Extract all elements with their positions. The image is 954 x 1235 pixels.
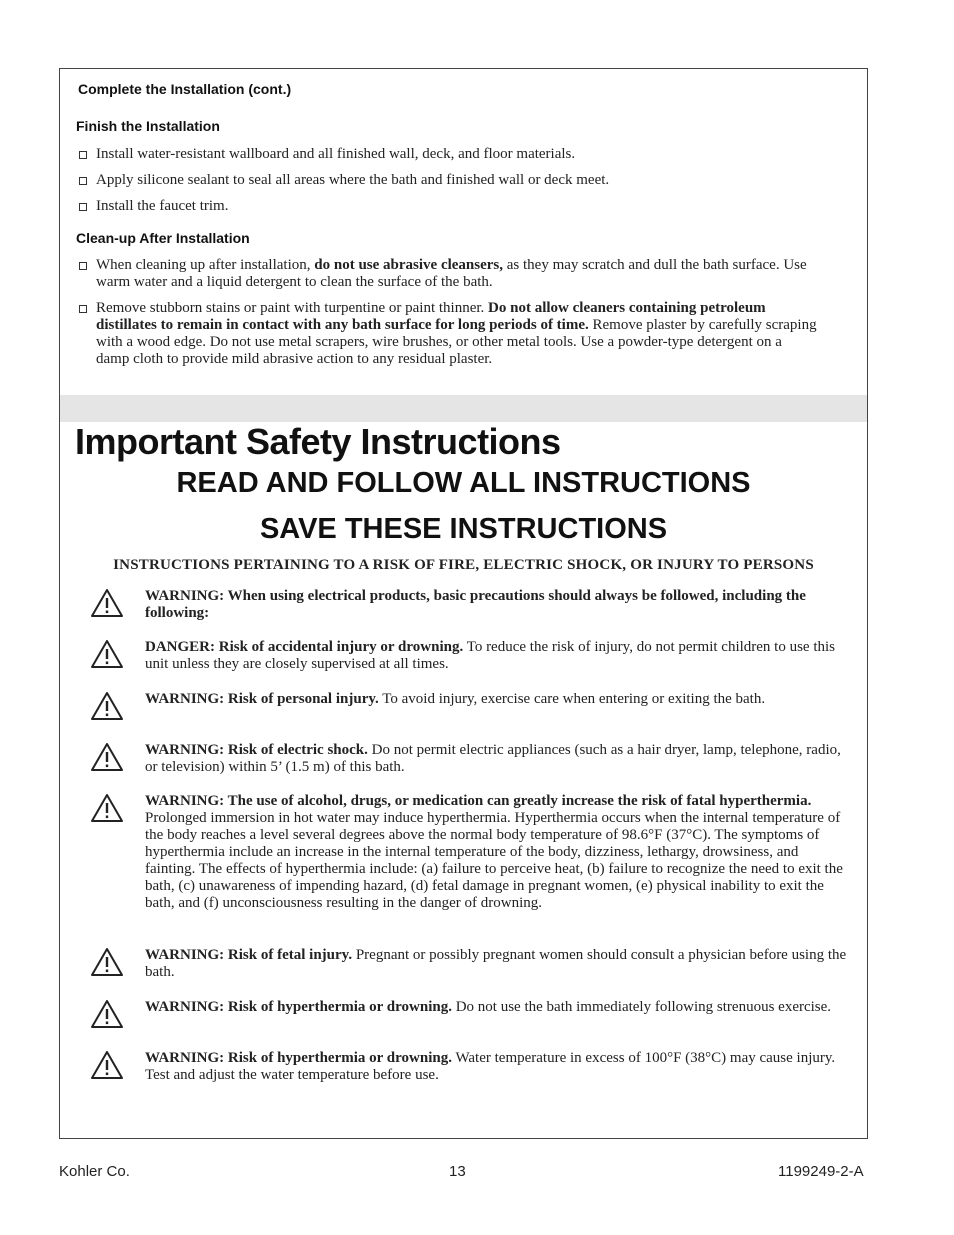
warning-text: DANGER: Risk of accidental injury or drowning. To reduce the risk of injury, do not permit children to use this unit unless they are closely supervised at all times.	[145, 639, 836, 672]
section-title: Complete the Installation (cont.)	[78, 81, 292, 97]
warning-text: WARNING: When using electrical products, basic precautions should always be followed, including the following:	[145, 588, 806, 621]
checkbox-square-icon	[79, 262, 87, 270]
finish-heading: Finish the Installation	[76, 118, 220, 134]
warning-triangle-icon	[90, 947, 124, 977]
safety-subtitle-save: SAVE THESE INSTRUCTIONS	[259, 513, 668, 545]
list-item: When cleaning up after installation, do not use abrasive cleansers, as they may scratch and dull the bath surface. Use warm water and a liquid detergent to clean the surface of the bath.	[78, 257, 817, 291]
document-frame	[59, 68, 868, 1139]
list-item: Apply silicone sealant to seal all areas where the bath and finished wall or deck meet.	[78, 172, 817, 189]
warning-triangle-icon	[90, 639, 124, 669]
warning-text: WARNING: The use of alcohol, drugs, or medication can greatly increase the risk of fatal hyperthermia. Prolonged immersion in hot water may induce hyperthermia. Hyperthermia occurs when the internal temperature of the body reaches a level several degrees above the normal body temperature of 98.6°F (37°C). The symptoms of hyperthermia include an increase in the internal temperature of the body, dizziness, lethargy, drowsiness, and fainting. The effects of hyperthermia include: (a) failure to perceive heat, (b) failure to recognize the need to exit the bath, (c) unawareness of impending hazard, (d) fetal damage in pregnant women, (e) physical inability to exit the bath, and (f) unconsciousness resulting in the danger of drowning.	[145, 793, 843, 911]
footer-doc-number: 1199249-2-A	[778, 1163, 864, 1180]
warning-triangle-icon	[90, 691, 124, 721]
warning-triangle-icon	[90, 1050, 124, 1080]
warning-text: WARNING: Risk of hyperthermia or drowning. Water temperature in excess of 100°F (38°C) may cause injury. Test and adjust the water temperature before use.	[145, 1050, 836, 1083]
warning-text: WARNING: Risk of hyperthermia or drowning. Do not use the bath immediately following strenuous exercise.	[145, 999, 832, 1015]
safety-title: Important Safety Instructions	[75, 421, 561, 462]
list-item: Install water-resistant wallboard and all finished wall, deck, and floor materials.	[78, 146, 817, 163]
safety-subtitle-read: READ AND FOLLOW ALL INSTRUCTIONS	[176, 467, 751, 499]
warning-triangle-icon	[90, 793, 124, 823]
checkbox-square-icon	[79, 203, 87, 211]
cleanup-heading: Clean-up After Installation	[76, 230, 250, 246]
warning-triangle-icon	[90, 999, 124, 1029]
checkbox-square-icon	[79, 177, 87, 185]
warning-text: WARNING: Risk of fetal injury. Pregnant or possibly pregnant women should consult a physician before using the bath.	[145, 947, 847, 980]
warning-triangle-icon	[90, 588, 124, 618]
footer-company: Kohler Co.	[59, 1163, 130, 1180]
warning-text: WARNING: Risk of personal injury. To avoid injury, exercise care when entering or exiting the bath.	[145, 691, 766, 707]
list-item: Remove stubborn stains or paint with turpentine or paint thinner. Do not allow cleaners containing petroleum distillates to remain in contact with any bath surface for long periods of time. Remove plaster by carefully scraping with a wood edge. Do not use metal scrapers, wire brushes, or other metal tools. Use a powder-type detergent on a damp cloth to provide mild abrasive action to any residual plaster.	[78, 300, 817, 368]
list-item: Install the faucet trim.	[78, 198, 817, 215]
section-divider	[60, 395, 867, 422]
checkbox-square-icon	[79, 151, 87, 159]
warning-text: WARNING: Risk of electric shock. Do not permit electric appliances (such as a hair dryer, lamp, telephone, radio, or television) within 5’ (1.5 m) of this bath.	[145, 742, 841, 775]
footer-page-number: 13	[449, 1163, 466, 1180]
checkbox-square-icon	[79, 305, 87, 313]
pertaining-heading: INSTRUCTIONS PERTAINING TO A RISK OF FIRE, ELECTRIC SHOCK, OR INJURY TO PERSONS	[113, 557, 814, 573]
warning-triangle-icon	[90, 742, 124, 772]
